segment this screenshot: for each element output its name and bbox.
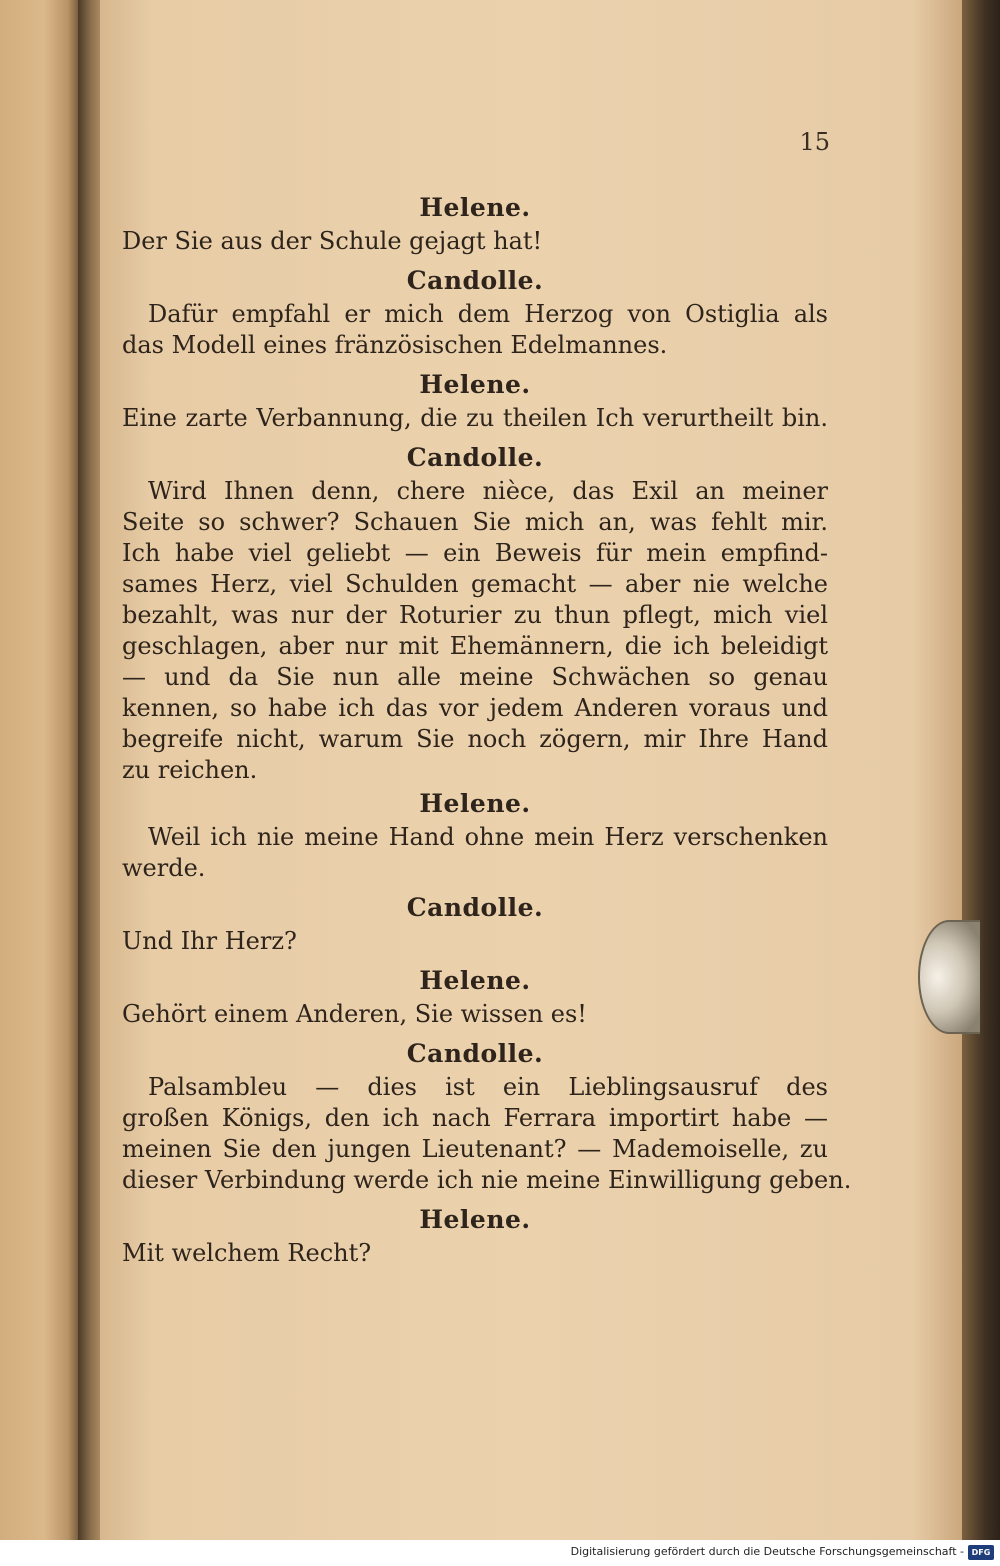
- speaker-name: Candolle.: [406, 443, 544, 472]
- text-line: großen Königs, den ich nach Ferrara importirt habe —: [122, 1104, 828, 1132]
- text-line: Weil ich nie meine Hand ohne mein Herz verschenken: [148, 823, 828, 851]
- speaker-name: Helene.: [419, 966, 531, 995]
- text-line: — und da Sie nun alle meine Schwächen so genau: [122, 663, 828, 691]
- text-line: Und Ihr Herz?: [122, 927, 297, 955]
- footer-bar: [0, 1540, 1000, 1566]
- text-line: das Modell eines fränzösischen Edelmannes.: [122, 331, 668, 359]
- speaker-name: Helene.: [419, 1205, 531, 1234]
- text-line: Gehört einem Anderen, Sie wissen es!: [122, 1000, 587, 1028]
- page-edge-shadow: [962, 0, 1000, 1540]
- text-line: Wird Ihnen denn, chere nièce, das Exil an meiner: [148, 477, 828, 505]
- page-clip: [918, 920, 980, 1034]
- text-line: werde.: [122, 854, 206, 882]
- text-line: sames Herz, viel Schulden gemacht — aber nie welche: [122, 570, 828, 598]
- text-line: meinen Sie den jungen Lieutenant? — Mademoiselle, zu: [122, 1135, 828, 1163]
- speaker-name: Candolle.: [406, 266, 544, 295]
- text-line: Eine zarte Verbannung, die zu theilen Ich verurtheilt bin.: [122, 404, 828, 432]
- funding-notice: Digitalisierung gefördert durch die Deutsche Forschungsgemeinschaft -: [570, 1545, 964, 1558]
- dfg-logo: DFG: [968, 1545, 994, 1560]
- text-line: geschlagen, aber nur mit Ehemännern, die ich beleidigt: [122, 632, 828, 660]
- text-line: bezahlt, was nur der Roturier zu thun pflegt, mich viel: [122, 601, 828, 629]
- text-line: zu reichen.: [122, 756, 258, 784]
- facing-page-edge: [0, 0, 80, 1540]
- speaker-name: Helene.: [419, 370, 531, 399]
- speaker-name: Candolle.: [406, 893, 544, 922]
- text-line: Seite so schwer? Schauen Sie mich an, was fehlt mir.: [122, 508, 828, 536]
- text-line: Der Sie aus der Schule gejagt hat!: [122, 227, 543, 255]
- text-line: Palsambleu — dies ist ein Lieblingsausruf des: [148, 1073, 828, 1101]
- text-line: Ich habe viel geliebt — ein Beweis für mein empfind-: [122, 539, 828, 567]
- speaker-name: Candolle.: [406, 1039, 544, 1068]
- page-number: 15: [799, 128, 830, 156]
- text-line: Mit welchem Recht?: [122, 1239, 372, 1267]
- page-text: [122, 190, 852, 1269]
- speaker-name: Helene.: [419, 193, 531, 222]
- text-line: kennen, so habe ich das vor jedem Anderen voraus und: [122, 694, 828, 722]
- speaker-name: Helene.: [419, 789, 531, 818]
- text-line: begreife nicht, warum Sie noch zögern, mir Ihre Hand: [122, 725, 828, 753]
- text-line: dieser Verbindung werde ich nie meine Einwilligung geben.: [122, 1166, 852, 1194]
- text-line: Dafür empfahl er mich dem Herzog von Ostiglia als: [148, 300, 828, 328]
